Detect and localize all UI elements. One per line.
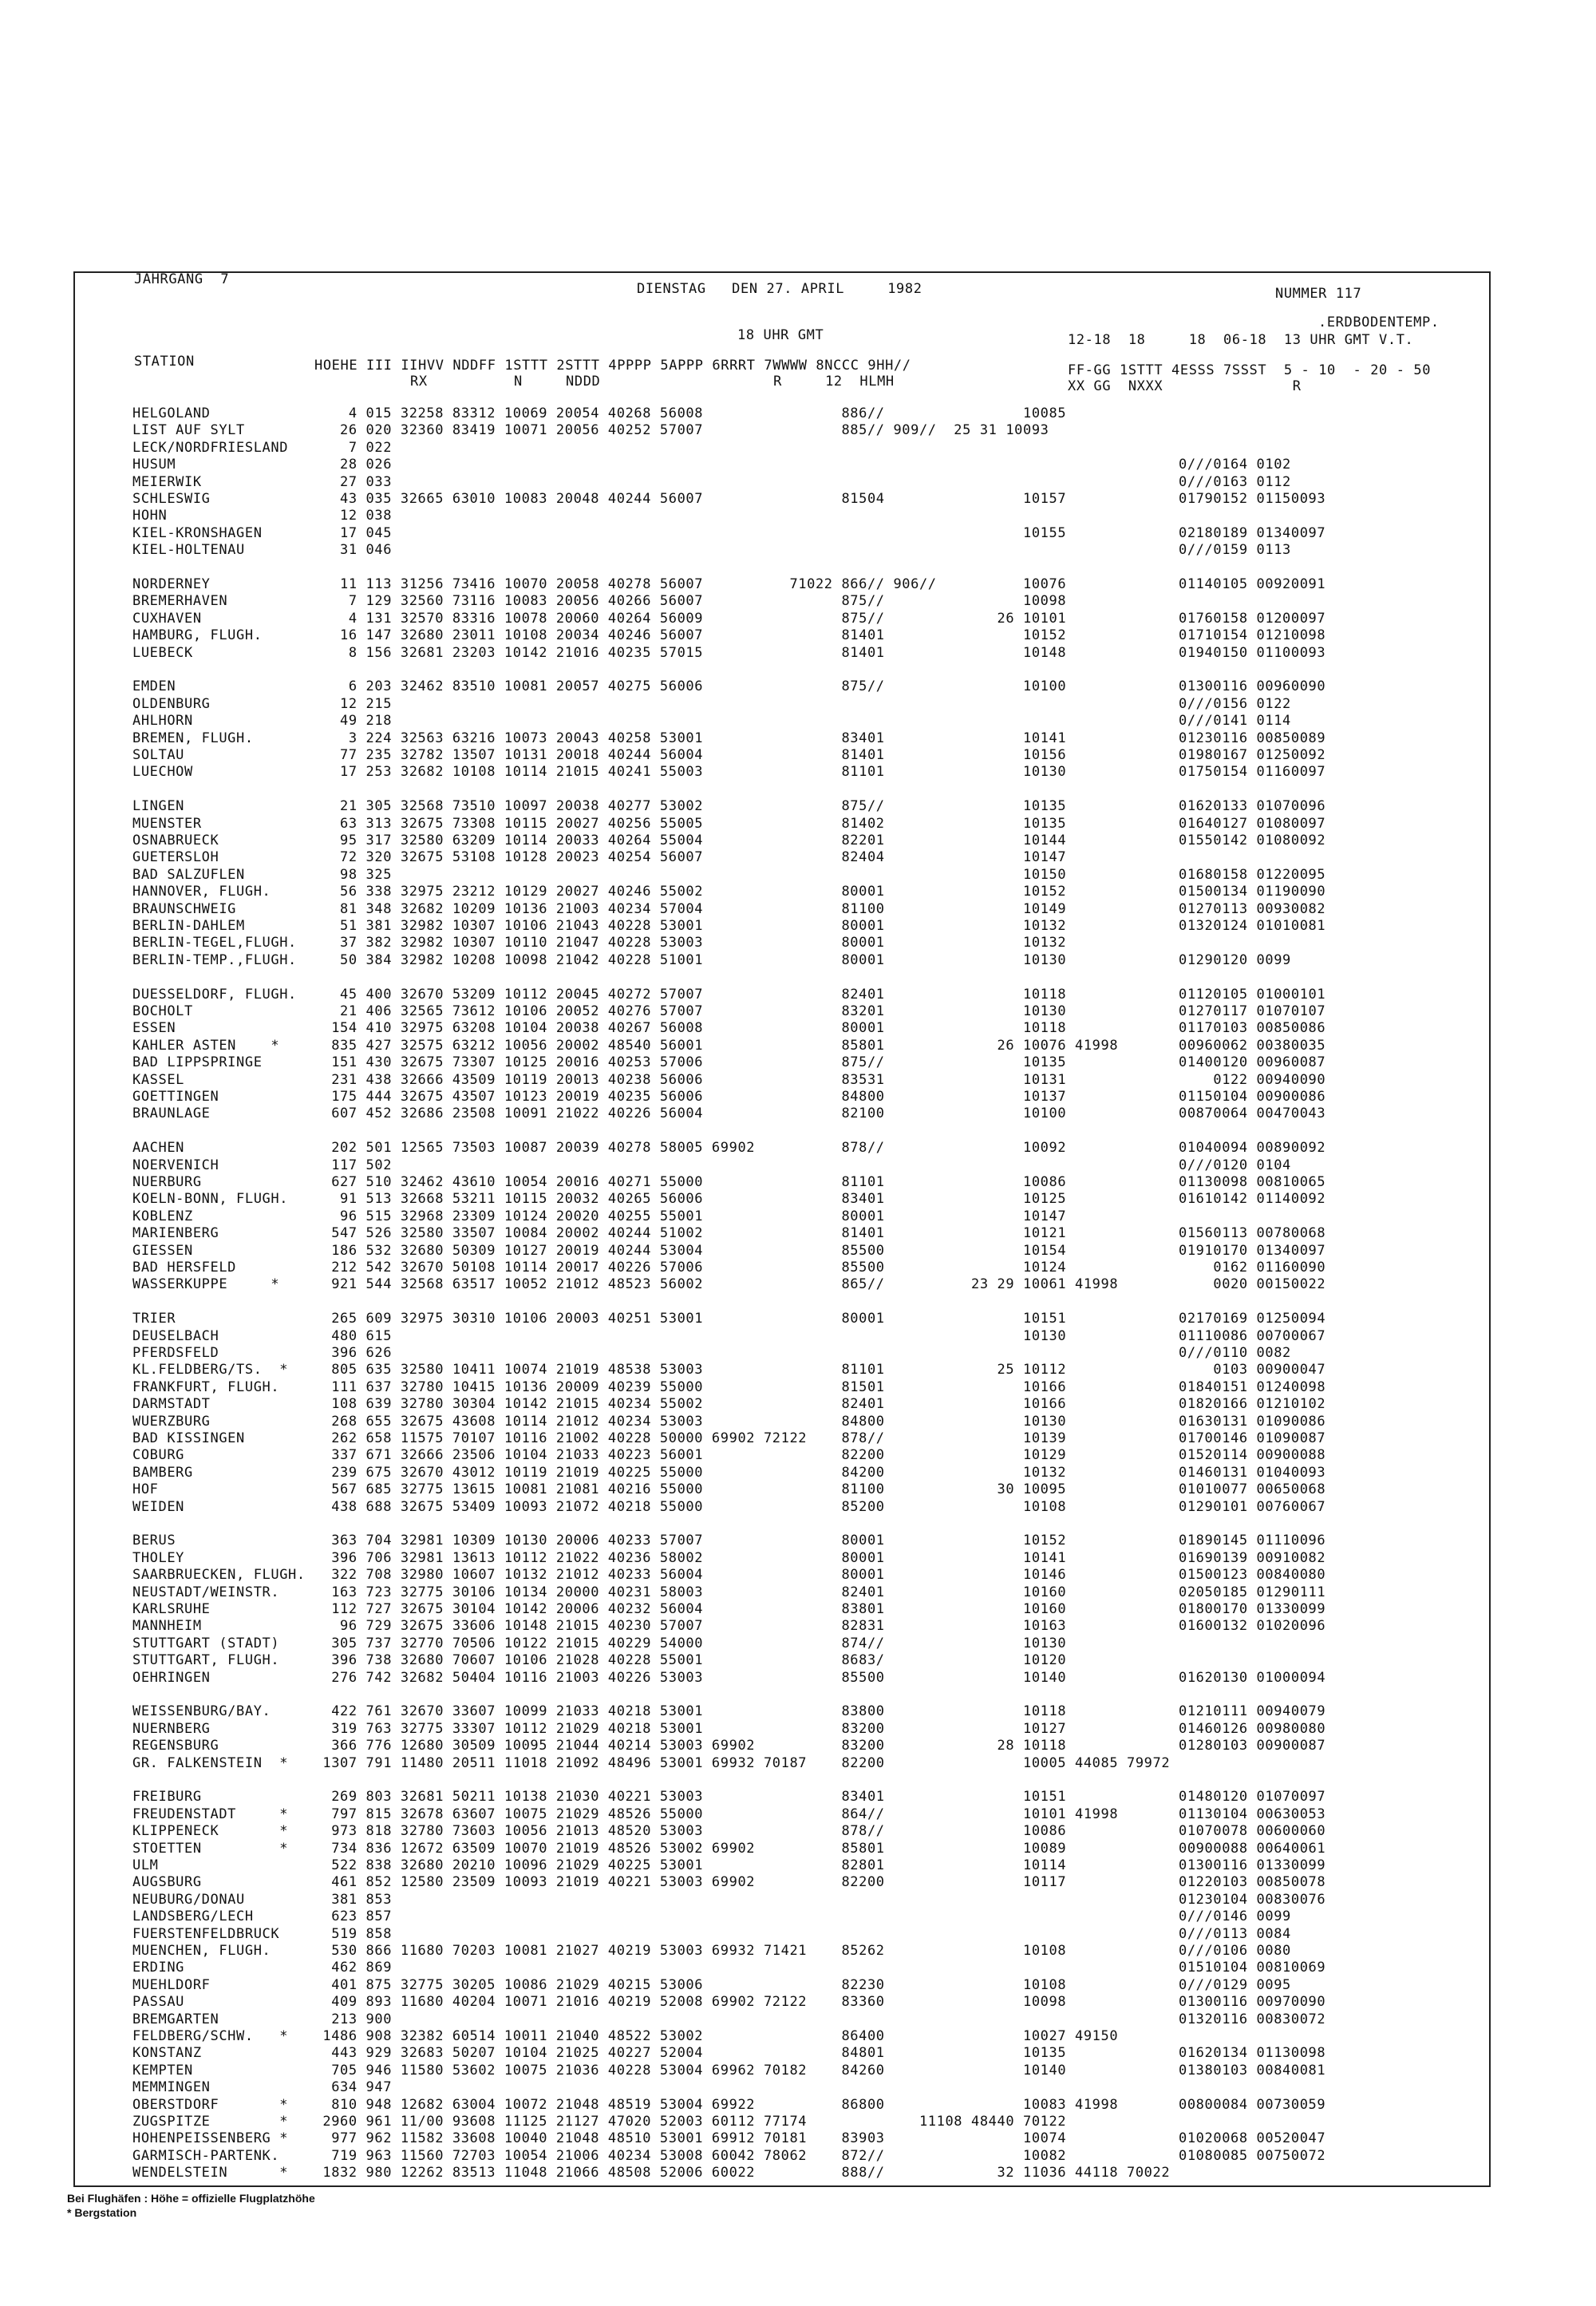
station-row: KEMPTEN 705 946 11580 53602 10075 21036 40228 53004 69962 70182 84260 10140 01380103 00840081 [132,2062,1326,2079]
station-row: OBERSTDORF * 810 948 12682 63004 10072 21048 48519 53004 69922 86800 10083 41998 00800084 00730059 [132,2096,1326,2113]
station-row: NEUBURG/DONAU 381 853 01230104 00830076 [132,1891,1326,1908]
station-row: COBURG 337 671 32666 23506 10104 21033 40223 56001 82200 10129 01520114 00900088 [132,1447,1326,1464]
jahrgang-label: JAHRGANG 7 [134,271,230,287]
soil-temp-heading: .ERDBODENTEMP. [1318,314,1440,330]
station-row: REGENSBURG 366 776 12680 30509 10095 21044 40214 53003 69902 83200 28 10118 01280103 00900087 [132,1738,1326,1754]
station-row: OEHRINGEN 276 742 32682 50404 10116 21003 40226 53003 85500 10140 01620130 01000094 [132,1669,1326,1686]
station-row: WUERZBURG 268 655 32675 43608 10114 21012 40234 53003 84800 10130 01630131 01090086 [132,1413,1326,1430]
station-row: NUERNBERG 319 763 32775 33307 10112 21029 40218 53001 83200 10127 01460126 00980080 [132,1720,1326,1737]
station-row: MARIENBERG 547 526 32580 33507 10084 20002 40244 51002 81401 10121 01560113 00780068 [132,1225,1326,1242]
station-row: FELDBERG/SCHW. * 1486 908 32382 60514 10011 21040 48522 53002 86400 10027 49150 [132,2028,1119,2044]
station-row: KIEL-HOLTENAU 31 046 0///0159 0113 [132,542,1291,559]
station-row: LECK/NORDFRIESLAND 7 022 [132,439,393,456]
footnote-airports: Bei Flughäfen : Höhe = offizielle Flugplatzhöhe [67,2192,315,2205]
station-row: SAARBRUECKEN, FLUGH. 322 708 32980 10607 10132 21012 40233 56004 80001 10146 01500123 00840080 [132,1567,1326,1584]
station-row: DUESSELDORF, FLUGH. 45 400 32670 53209 10112 20045 40272 57007 82401 10118 01120105 01000101 [132,986,1326,1003]
station-row: TRIER 265 609 32975 30310 10106 20003 40251 53001 80001 10151 02170169 01250094 [132,1311,1326,1327]
station-row: EMDEN 6 203 32462 83510 10081 20057 40275 56006 875// 10100 01300116 00960090 [132,678,1326,695]
station-row: MUENSTER 63 313 32675 73308 10115 20027 40256 55005 81402 10135 01640127 01080097 [132,815,1326,832]
station-row: ULM 522 838 32680 20210 10096 21029 40225 53001 82801 10114 01300116 01330099 [132,1857,1326,1873]
station-row: BOCHOLT 21 406 32565 73612 10106 20052 40276 57007 83201 10130 01270117 01070107 [132,1003,1326,1019]
station-row: AHLHORN 49 218 0///0141 0114 [132,713,1291,730]
station-row: STUTTGART (STADT) 305 737 32770 70506 10122 21015 40229 54000 874// 10130 [132,1635,1067,1651]
station-row: GR. FALKENSTEIN * 1307 791 11480 20511 11018 21092 48496 53001 69932 70187 82200 10005 44085 79972 [132,1754,1171,1771]
station-row: FREUDENSTADT * 797 815 32678 63607 10075 21029 48526 55000 864// 10101 41998 01130104 00630053 [132,1806,1326,1822]
station-row: PASSAU 409 893 11680 40204 10071 21016 40219 52008 69902 72122 83360 10098 01300116 00970090 [132,1994,1326,2011]
station-row: WEIDEN 438 688 32675 53409 10093 21072 40218 55000 85200 10108 01290101 00760067 [132,1498,1326,1515]
station-row: BRAUNLAGE 607 452 32686 23508 10091 21022 40226 56004 82100 10100 00870064 00470043 [132,1106,1326,1122]
gmt-heading: 18 UHR GMT [737,327,824,343]
station-row: KL.FELDBERG/TS. * 805 635 32580 10411 10074 21019 48538 53003 81101 25 10112 0103 00900047 [132,1362,1326,1378]
right-code-header-row1: FF-GG 1STTT 4ESSS 7SSST 5 - 10 - 20 - 50 [1068,362,1432,378]
issue-number: NUMMER 117 [1275,286,1362,302]
bottom-rule [73,2185,1491,2187]
station-row: FREIBURG 269 803 32681 50211 10138 21030 40221 53003 83401 10151 01480120 01070097 [132,1789,1326,1806]
station-row: LINGEN 21 305 32568 73510 10097 20038 40277 53002 875// 10135 01620133 01070096 [132,798,1326,815]
station-row: SOLTAU 77 235 32782 13507 10131 20018 40244 56004 81401 10156 01980167 01250092 [132,747,1326,763]
station-row: BREMERHAVEN 7 129 32560 73116 10083 20056 40266 56007 875// 10098 [132,593,1067,610]
station-row: KLIPPENECK * 973 818 32780 73603 10056 21013 48520 53003 878// 10086 01070078 00600060 [132,1823,1326,1840]
station-row: ESSEN 154 410 32975 63208 10104 20038 40267 56008 80001 10118 01170103 00850086 [132,1020,1326,1037]
station-row: HOHN 12 038 [132,508,393,524]
station-row: OSNABRUECK 95 317 32580 63209 10114 20033 40264 55004 82201 10144 01550142 01080092 [132,833,1326,848]
station-row: MEMMINGEN 634 947 [132,2079,393,2096]
station-row: BERLIN-TEGEL,FLUGH. 37 382 32982 10307 10110 21047 40228 53003 80001 10132 [132,935,1067,951]
station-row: BRAUNSCHWEIG 81 348 32682 10209 10136 21003 40234 57004 81100 10149 01270113 00930082 [132,900,1326,917]
station-row: DARMSTADT 108 639 32780 30304 10142 21015 40234 55002 82401 10166 01820166 01210102 [132,1396,1326,1413]
station-row: SCHLESWIG 43 035 32665 63010 10083 20048 40244 56007 81504 10157 01790152 01150093 [132,491,1326,507]
station-row: NORDERNEY 11 113 31256 73416 10070 20058 40278 56007 71022 866// 906// 10076 01140105 00920091 [132,576,1326,592]
station-row: NOERVENICH 117 502 0///0120 0104 [132,1157,1291,1173]
station-row: KONSTANZ 443 929 32683 50207 10104 21025 40227 52004 84801 10135 01620134 01130098 [132,2045,1326,2062]
station-row: BAD KISSINGEN 262 658 11575 70107 10116 21002 40228 50000 69902 72122 878// 10139 01700146 01090087 [132,1430,1326,1446]
station-row: BERUS 363 704 32981 10309 10130 20006 40233 57007 80001 10152 01890145 01110096 [132,1533,1326,1549]
station-row: GOETTINGEN 175 444 32675 43507 10123 20019 40235 56006 84800 10137 01150104 00900086 [132,1089,1326,1105]
station-row: GUETERSLOH 72 320 32675 53108 10128 20023 40254 56007 82404 10147 [132,849,1067,866]
station-row: MUEHLDORF 401 875 32775 30205 10086 21029 40215 53006 82230 10108 0///0129 0095 [132,1976,1291,1993]
station-row: HANNOVER, FLUGH. 56 338 32975 23212 10129 20027 40246 55002 80001 10152 01500134 01190090 [132,884,1326,900]
station-row: BREMEN, FLUGH. 3 224 32563 63216 10073 20043 40258 53001 83401 10141 01230116 00850089 [132,730,1326,746]
station-row: GARMISCH-PARTENK. 719 963 11560 72703 10054 21006 40234 53008 60042 78062 872// 10082 01080085 00750072 [132,2147,1326,2164]
station-row: CUXHAVEN 4 131 32570 83316 10078 20060 40264 56009 875// 26 10101 01760158 01200097 [132,610,1326,627]
station-row: KOBLENZ 96 515 32968 23309 10124 20020 40255 55001 80001 10147 [132,1208,1067,1224]
station-row: GIESSEN 186 532 32680 50309 10127 20019 40244 53004 85500 10154 01910170 01340097 [132,1242,1326,1259]
station-row: NUERBURG 627 510 32462 43610 10054 20016 40271 55000 81101 10086 01130098 00810065 [132,1174,1326,1190]
station-row: PFERDSFELD 396 626 0///0110 0082 [132,1345,1291,1361]
station-row: ERDING 462 869 01510104 00810069 [132,1960,1326,1976]
footnote-mountain-station: * Bergstation [67,2206,137,2219]
station-row: HAMBURG, FLUGH. 16 147 32680 23011 10108 20034 40246 56007 81401 10152 01710154 01210098 [132,627,1326,644]
station-row: DEUSELBACH 480 615 10130 01110086 00700067 [132,1327,1326,1344]
station-row: MEIERWIK 27 033 0///0163 0112 [132,473,1291,490]
station-row: BAMBERG 239 675 32670 43012 10119 21019 40225 55000 84200 10132 01460131 01040093 [132,1464,1326,1481]
right-code-header-row2: XX GG NXXX R [1068,378,1302,394]
station-row: BERLIN-TEMP.,FLUGH. 50 384 32982 10208 10098 21042 40228 51001 80001 10130 01290120 0099 [132,951,1291,968]
station-row: BREMGARTEN 213 900 01320116 00830072 [132,2011,1326,2027]
date-label: DIENSTAG DEN 27. APRIL 1982 [637,281,922,297]
code-header-row2: RX N NDDD R 12 HLMH [410,374,895,390]
station-row: LIST AUF SYLT 26 020 32360 83419 10071 20056 40252 57007 885// 909// 25 31 10093 [132,422,1049,439]
station-row: LANDSBERG/LECH 623 857 0///0146 0099 [132,1908,1291,1925]
station-row: OLDENBURG 12 215 0///0156 0122 [132,695,1291,712]
station-row: BAD HERSFELD 212 542 32670 50108 10114 20017 40226 57006 85500 10124 0162 01160090 [132,1260,1326,1276]
station-row: STOETTEN * 734 836 12672 63509 10070 21019 48526 53002 69902 85801 10089 00900088 00640061 [132,1840,1326,1857]
station-row: KOELN-BONN, FLUGH. 91 513 32668 53211 10115 20032 40265 56006 83401 10125 01610142 01140092 [132,1191,1326,1208]
station-row: WEISSENBURG/BAY. 422 761 32670 33607 10099 21033 40218 53001 83800 10118 01210111 00940079 [132,1703,1326,1720]
station-row: HOF 567 685 32775 13615 10081 21081 40216 55000 81100 30 10095 01010077 00650068 [132,1481,1326,1498]
station-row: KASSEL 231 438 32666 43509 10119 20013 40238 56006 83531 10131 0122 00940090 [132,1071,1326,1088]
station-row: MUENCHEN, FLUGH. 530 866 11680 70203 10081 21027 40219 53003 69932 71421 85262 10108 0///0106 0080 [132,1943,1291,1959]
station-column-header: STATION [134,354,195,370]
station-row: BAD SALZUFLEN 98 325 10150 01680158 01220095 [132,866,1326,883]
station-row: HELGOLAND 4 015 32258 83312 10069 20054 40268 56008 886// 10085 [132,405,1067,421]
station-row: LUECHOW 17 253 32682 10108 10114 21015 40241 55003 81101 10130 01750154 01160097 [132,764,1326,781]
station-row: HUSUM 28 026 0///0164 0102 [132,457,1291,473]
right-times-heading: 12-18 18 18 06-18 13 UHR GMT V.T. [1068,332,1414,348]
station-row: BERLIN-DAHLEM 51 381 32982 10307 10106 21043 40228 53001 80001 10132 01320124 01010081 [132,918,1326,934]
station-row: AUGSBURG 461 852 12580 23509 10093 21019 40221 53003 69902 82200 10117 01220103 00850078 [132,1874,1326,1891]
station-row: LUEBECK 8 156 32681 23203 10142 21016 40235 57015 81401 10148 01940150 01100093 [132,644,1326,661]
station-row: STUTTGART, FLUGH. 396 738 32680 70607 10106 21028 40228 55001 8683/ 10120 [132,1652,1067,1669]
station-row: KIEL-KRONSHAGEN 17 045 10155 02180189 01340097 [132,524,1326,541]
station-row: BAD LIPPSPRINGE 151 430 32675 73307 10125 20016 40253 57006 875// 10135 01400120 00960087 [132,1054,1326,1071]
station-row: THOLEY 396 706 32981 13613 10112 21022 40236 58002 80001 10141 01690139 00910082 [132,1549,1326,1566]
station-row: ZUGSPITZE * 2960 961 11/00 93608 11125 21127 47020 52003 60112 77174 11108 48440 70122 [132,2114,1067,2130]
station-row: HOHENPEISSENBERG * 977 962 11582 33608 10040 21048 48510 53001 69912 70181 83903 10074 01020068 00520047 [132,2130,1326,2147]
station-row: WASSERKUPPE * 921 544 32568 63517 10052 21012 48523 56002 865// 23 29 10061 41998 0020 00150022 [132,1276,1326,1293]
station-row: FRANKFURT, FLUGH. 111 637 32780 10415 10136 20009 40239 55000 81501 10166 01840151 01240098 [132,1378,1326,1395]
station-row: NEUSTADT/WEINSTR. 163 723 32775 30106 10134 20000 40231 58003 82401 10160 02050185 01290111 [132,1584,1326,1600]
station-row: WENDELSTEIN * 1832 980 12262 83513 11048 21066 48508 52006 60022 888// 32 11036 44118 70022 [132,2165,1171,2181]
station-row: KAHLER ASTEN * 835 427 32575 63212 10056 20002 48540 56001 85801 26 10076 41998 00960062 00380035 [132,1037,1326,1054]
station-row: FUERSTENFELDBRUCK 519 858 0///0113 0084 [132,1925,1291,1942]
code-header-row1: HOEHE III IIHVV NDDFF 1STTT 2STTT 4PPPP 5APPP 6RRRT 7WWWW 8NCCC 9HH// [314,358,911,374]
station-row: AACHEN 202 501 12565 73503 10087 20039 40278 58005 69902 878// 10092 01040094 00890092 [132,1140,1326,1157]
station-row: MANNHEIM 96 729 32675 33606 10148 21015 40230 57007 82831 10163 01600132 01020096 [132,1618,1326,1635]
station-row: KARLSRUHE 112 727 32675 30104 10142 20006 40232 56004 83801 10160 01800170 01330099 [132,1601,1326,1617]
